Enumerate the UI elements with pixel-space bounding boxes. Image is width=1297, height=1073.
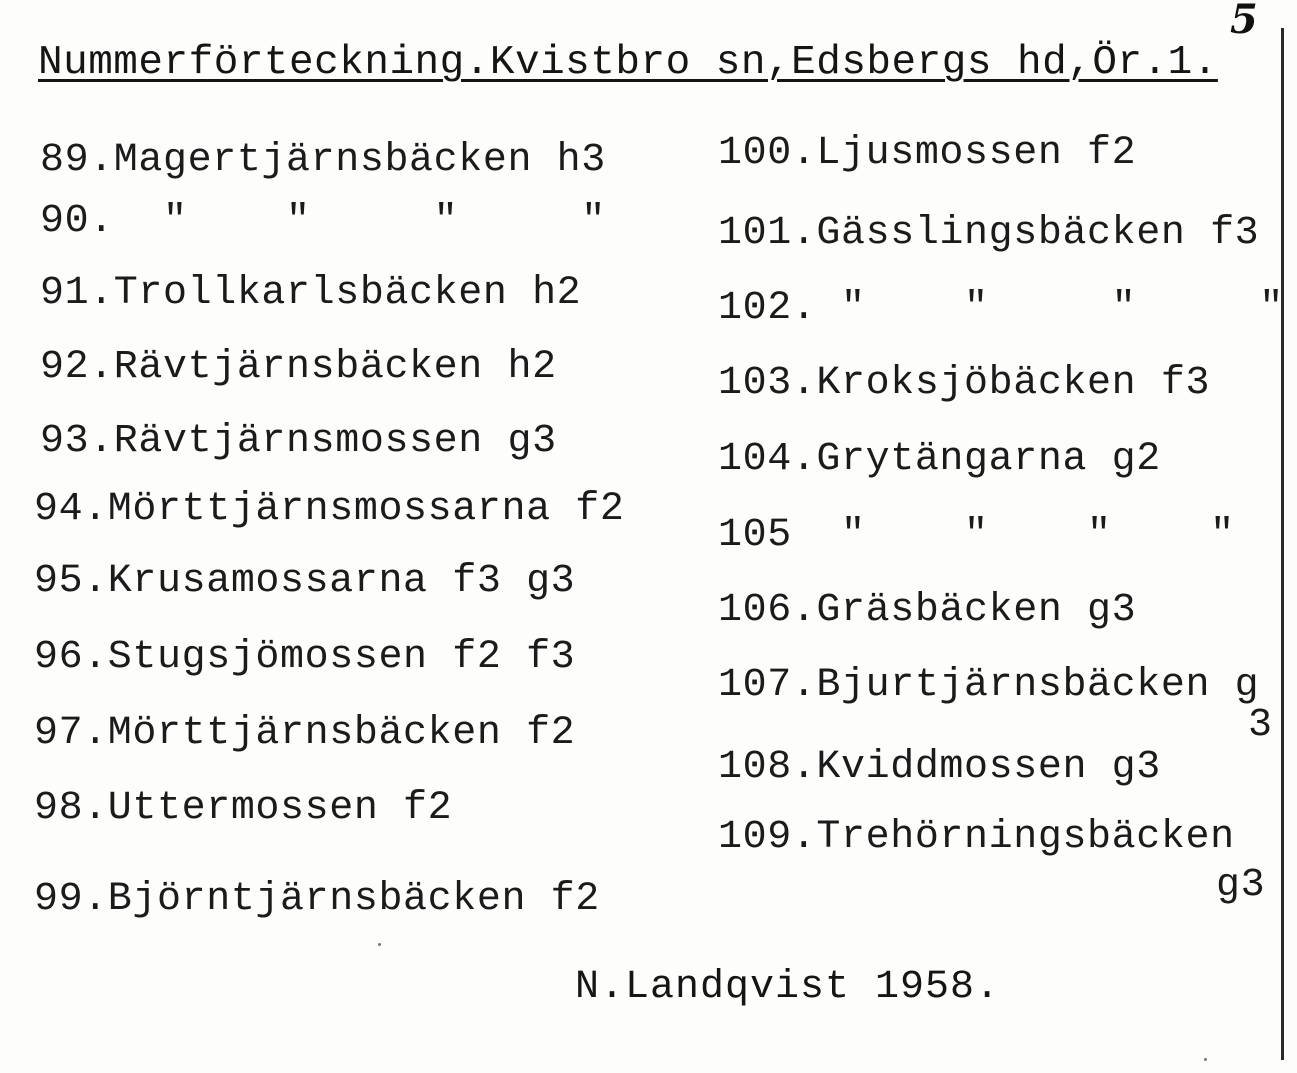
left-entry-99: 99.Björntjärnsbäcken f2 bbox=[34, 877, 600, 922]
right-entry-102: 102. " " " " bbox=[718, 286, 1284, 331]
left-entry-95: 95.Krusamossarna f3 g3 bbox=[34, 559, 576, 604]
ink-speck bbox=[378, 943, 381, 946]
card-title: Nummerförteckning.Kvistbro sn,Edsbergs hd,Ör.1. bbox=[38, 40, 1218, 86]
left-entry-98: 98.Uttermossen f2 bbox=[34, 786, 453, 831]
left-entry-96: 96.Stugsjömossen f2 f3 bbox=[34, 635, 576, 680]
signature: N.Landqvist 1958. bbox=[575, 965, 1001, 1010]
right-entry-101: 101.Gässlingsbäcken f3 bbox=[718, 211, 1260, 256]
right-entry-104: 104.Grytängarna g2 bbox=[718, 437, 1161, 482]
left-entry-94: 94.Mörttjärnsmossarna f2 bbox=[34, 487, 625, 532]
left-entry-97: 97.Mörttjärnsbäcken f2 bbox=[34, 711, 576, 756]
right-entry-106: 106.Gräsbäcken g3 bbox=[718, 588, 1137, 633]
page-number: 5 bbox=[1230, 0, 1258, 43]
ink-speck bbox=[1204, 1058, 1207, 1061]
card-right-edge-line bbox=[1281, 28, 1284, 1060]
right-entry-107-continuation: 3 bbox=[1248, 703, 1273, 748]
left-entry-91: 91.Trollkarlsbäcken h2 bbox=[40, 271, 582, 316]
left-entry-92: 92.Rävtjärnsbäcken h2 bbox=[40, 345, 557, 390]
left-entry-93: 93.Rävtjärnsmossen g3 bbox=[40, 419, 557, 464]
right-entry-109: 109.Trehörningsbäcken bbox=[718, 815, 1235, 860]
left-entry-89: 89.Magertjärnsbäcken h3 bbox=[40, 138, 606, 183]
left-entry-90: 90. " " " " bbox=[40, 199, 606, 244]
right-entry-109-continuation: g3 bbox=[1216, 863, 1266, 908]
right-entry-103: 103.Kroksjöbäcken f3 bbox=[718, 361, 1211, 406]
right-entry-108: 108.Kviddmossen g3 bbox=[718, 745, 1161, 790]
right-entry-107: 107.Bjurtjärnsbäcken g bbox=[718, 663, 1260, 708]
right-entry-100: 100.Ljusmossen f2 bbox=[718, 131, 1137, 176]
right-entry-105: 105 " " " " bbox=[718, 513, 1235, 558]
